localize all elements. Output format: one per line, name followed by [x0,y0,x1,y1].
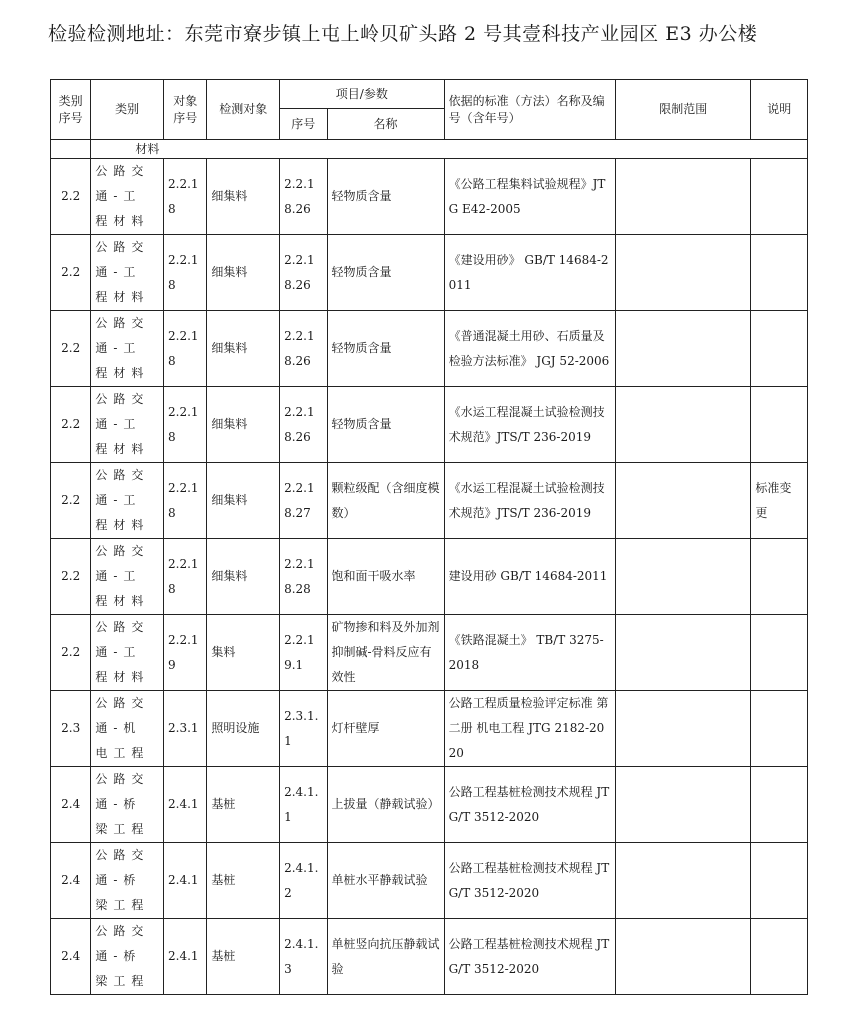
standard-cell: 《水运工程混凝土试验检测技术规范》JTS/T 236-2019 [444,463,616,539]
table-row [51,691,808,767]
class-no-cell: 2.4 [51,843,91,919]
header-item-name: 名称 [327,109,444,140]
class-cell: 公路交通-工程材料 [91,235,164,311]
table-row [51,463,808,539]
item-name-cell: 灯杆壁厚 [327,691,444,767]
header-limit: 限制范围 [616,80,751,140]
object-no-cell: 2.2.18 [164,539,207,615]
class-cell: 公路交通-工程材料 [91,539,164,615]
note-cell [751,539,808,615]
class-no-cell: 2.2 [51,235,91,311]
class-cell: 公路交通-工程材料 [91,463,164,539]
object-cell: 基桩 [207,767,280,843]
item-no-cell: 2.2.18.26 [280,235,327,311]
object-no-cell: 2.2.18 [164,387,207,463]
limit-cell [616,463,751,539]
limit-cell [616,235,751,311]
item-name-cell: 轻物质含量 [327,159,444,235]
note-cell [751,159,808,235]
table-row [51,387,808,463]
object-no-cell: 2.2.19 [164,615,207,691]
object-cell: 照明设施 [207,691,280,767]
class-no-cell: 2.2 [51,615,91,691]
limit-cell [616,919,751,995]
object-no-cell: 2.4.1 [164,919,207,995]
item-no-cell: 2.4.1.1 [280,767,327,843]
class-no-cell: 2.2 [51,159,91,235]
object-cell: 细集料 [207,235,280,311]
standard-cell: 《普通混凝土用砂、石质量及检验方法标准》 JGJ 52-2006 [444,311,616,387]
object-no-cell: 2.2.18 [164,463,207,539]
header-note: 说明 [751,80,808,140]
item-no-cell: 2.4.1.2 [280,843,327,919]
class-no-cell: 2.2 [51,311,91,387]
table-row [51,539,808,615]
item-name-cell: 轻物质含量 [327,387,444,463]
item-no-cell: 2.2.18.26 [280,311,327,387]
table-row [51,159,808,235]
header-standard: 依据的标准（方法）名称及编号（含年号） [444,80,616,140]
note-cell [751,691,808,767]
object-cell: 细集料 [207,311,280,387]
object-cell: 集料 [207,615,280,691]
item-no-cell: 2.3.1.1 [280,691,327,767]
item-name-cell: 轻物质含量 [327,235,444,311]
item-name-cell: 单桩竖向抗压静载试验 [327,919,444,995]
class-cell: 公路交通-工程材料 [91,311,164,387]
note-cell [751,615,808,691]
item-no-cell: 2.2.19.1 [280,615,327,691]
note-cell: 标准变更 [751,463,808,539]
note-cell [751,919,808,995]
item-no-cell: 2.2.18.27 [280,463,327,539]
limit-cell [616,843,751,919]
limit-cell [616,159,751,235]
table-row [51,843,808,919]
object-no-cell: 2.2.18 [164,235,207,311]
header-object-no: 对象序号 [164,80,207,140]
class-cell: 公路交通-桥梁工程 [91,843,164,919]
header-item-group: 项目/参数 [280,80,445,109]
standard-cell: 公路工程基桩检测技术规程 JTG/T 3512-2020 [444,843,616,919]
object-no-cell: 2.4.1 [164,843,207,919]
continuation-row [51,140,808,159]
item-name-cell: 轻物质含量 [327,311,444,387]
header-class-no: 类别序号 [51,80,91,140]
limit-cell [616,767,751,843]
item-name-cell: 颗粒级配（含细度模数） [327,463,444,539]
standard-cell: 公路工程质量检验评定标准 第二册 机电工程 JTG 2182-2020 [444,691,616,767]
table-header [51,80,808,140]
lab-address: 检验检测地址：东莞市寮步镇上屯上岭贝矿头路 2 号其壹科技产业园区 E3 办公楼 [48,23,758,45]
class-cell: 公路交通-桥梁工程 [91,919,164,995]
standard-cell: 《铁路混凝土》 TB/T 3275-2018 [444,615,616,691]
limit-cell [616,615,751,691]
object-cell: 细集料 [207,539,280,615]
note-cell [751,767,808,843]
header-object: 检测对象 [207,80,280,140]
class-cell: 公路交通-工程材料 [91,159,164,235]
table-row [51,311,808,387]
object-cell: 细集料 [207,159,280,235]
standard-cell: 《水运工程混凝土试验检测技术规范》JTS/T 236-2019 [444,387,616,463]
class-no-cell: 2.4 [51,919,91,995]
object-cell: 基桩 [207,919,280,995]
object-cell: 细集料 [207,463,280,539]
class-no-cell: 2.4 [51,767,91,843]
limit-cell [616,539,751,615]
table-row [51,235,808,311]
standard-cell: 公路工程基桩检测技术规程 JTG/T 3512-2020 [444,919,616,995]
header-class: 类别 [91,80,164,140]
note-cell [751,843,808,919]
item-no-cell: 2.4.1.3 [280,919,327,995]
limit-cell [616,691,751,767]
item-name-cell: 单桩水平静载试验 [327,843,444,919]
header-item-no: 序号 [280,109,327,140]
item-name-cell: 饱和面干吸水率 [327,539,444,615]
item-name-cell: 上拔量（静载试验） [327,767,444,843]
standard-cell: 建设用砂 GB/T 14684-2011 [444,539,616,615]
scope-table [50,79,808,995]
table-row [51,767,808,843]
class-cell: 公路交通-工程材料 [91,615,164,691]
class-no-cell: 2.2 [51,463,91,539]
item-no-cell: 2.2.18.28 [280,539,327,615]
object-no-cell: 2.4.1 [164,767,207,843]
object-cell: 基桩 [207,843,280,919]
note-cell [751,311,808,387]
class-cell: 公路交通-桥梁工程 [91,767,164,843]
item-no-cell: 2.2.18.26 [280,159,327,235]
table-row [51,615,808,691]
class-cell: 公路交通-机电工程 [91,691,164,767]
standard-cell: 《建设用砂》 GB/T 14684-2011 [444,235,616,311]
object-no-cell: 2.2.18 [164,311,207,387]
item-no-cell: 2.2.18.26 [280,387,327,463]
class-no-cell: 2.3 [51,691,91,767]
class-no-cell: 2.2 [51,387,91,463]
standard-cell: 公路工程基桩检测技术规程 JTG/T 3512-2020 [444,767,616,843]
object-cell: 细集料 [207,387,280,463]
limit-cell [616,311,751,387]
continuation-text: 材料 [91,140,808,159]
continuation-blank [51,140,91,159]
object-no-cell: 2.2.18 [164,159,207,235]
item-name-cell: 矿物掺和料及外加剂抑制碱-骨料反应有效性 [327,615,444,691]
table-row [51,919,808,995]
note-cell [751,387,808,463]
class-no-cell: 2.2 [51,539,91,615]
object-no-cell: 2.3.1 [164,691,207,767]
limit-cell [616,387,751,463]
standard-cell: 《公路工程集料试验规程》JTG E42-2005 [444,159,616,235]
class-cell: 公路交通-工程材料 [91,387,164,463]
note-cell [751,235,808,311]
